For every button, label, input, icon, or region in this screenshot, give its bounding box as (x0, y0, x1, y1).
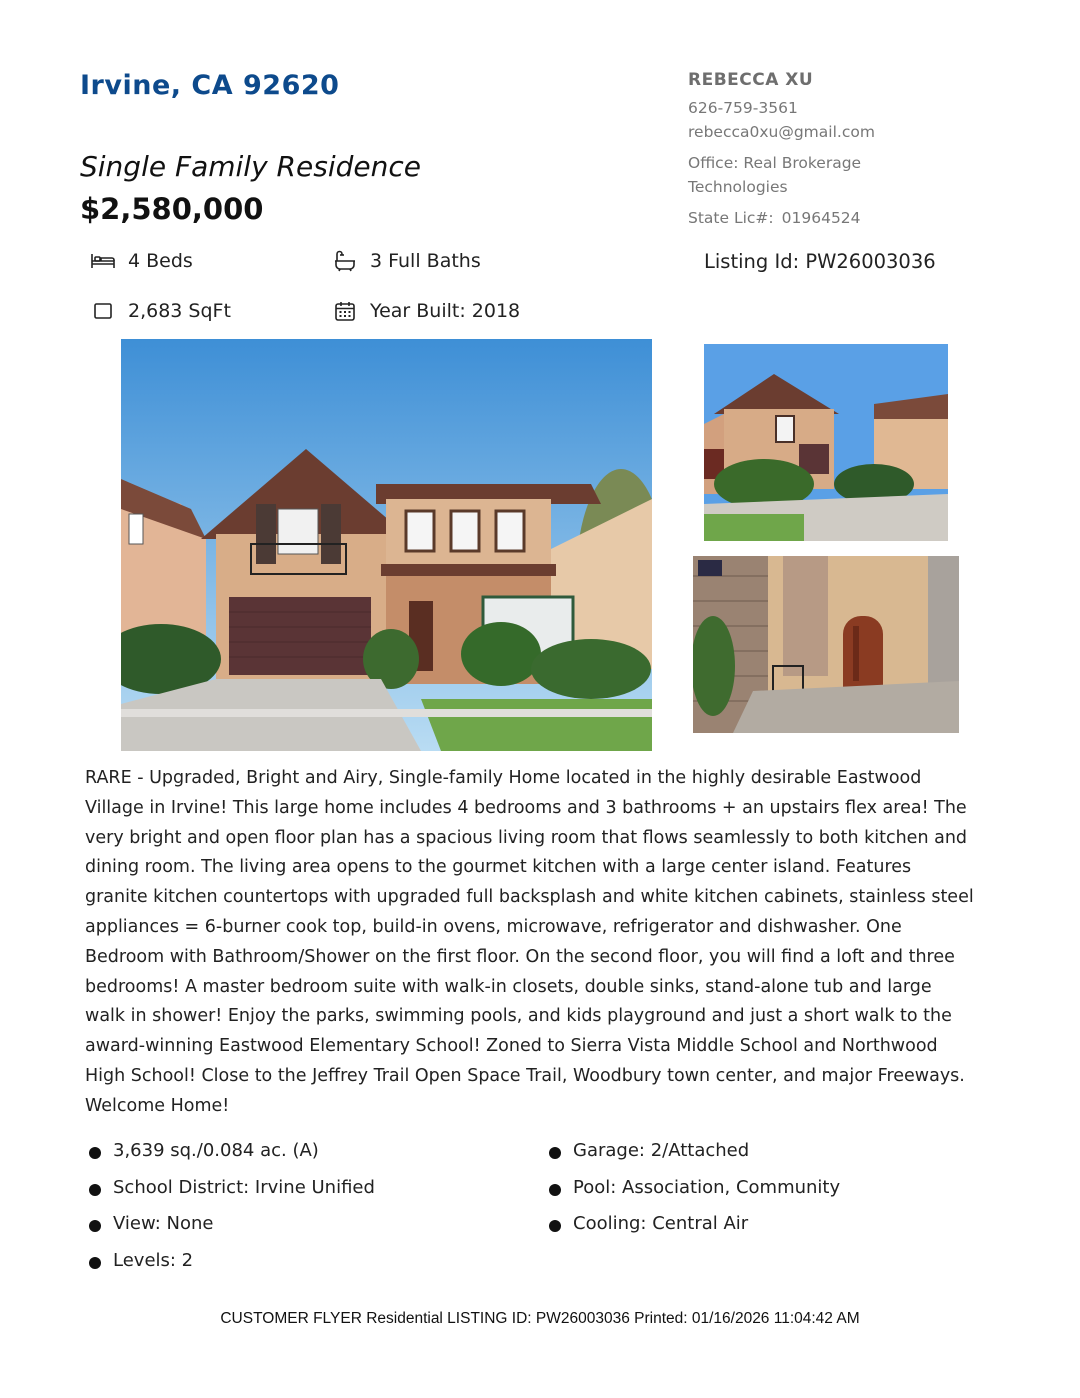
sqft-label: 2,683 SqFt (128, 300, 231, 322)
property-location: Irvine, CA 92620 (80, 70, 340, 101)
exterior-photo (704, 344, 948, 541)
list-item: 3,639 sq./0.084 ac. (A) (87, 1140, 375, 1177)
license-label: State Lic#: (688, 209, 774, 227)
agent-phone[interactable]: 626-759-3561 (688, 99, 798, 117)
list-item: View: None (87, 1213, 375, 1250)
main-house-photo (121, 339, 652, 751)
year-built-label: Year Built: 2018 (370, 300, 521, 322)
list-item: School District: Irvine Unified (87, 1177, 375, 1214)
fact-baths (332, 250, 481, 272)
agent-license (688, 206, 988, 230)
list-item: Cooling: Central Air (547, 1213, 840, 1250)
list-item: Garage: 2/Attached (547, 1140, 840, 1177)
agent-name: REBECCA XU (688, 70, 814, 90)
features-list-right (547, 1140, 840, 1250)
bathtub-icon (332, 250, 358, 272)
baths-label: 3 Full Baths (370, 250, 481, 272)
square-icon (90, 300, 116, 322)
calendar-icon (332, 300, 358, 322)
agent-info (688, 68, 988, 230)
agent-office: Office: Real Brokerage (688, 154, 862, 172)
license-number: 01964524 (781, 209, 861, 227)
fact-beds (90, 250, 193, 272)
beds-label: 4 Beds (128, 250, 193, 272)
bed-icon (90, 250, 116, 272)
print-footer: CUSTOMER FLYER Residential LISTING ID: PW26003036 Printed: 01/16/2026 11:04:42 AM (220, 1310, 860, 1327)
list-item: Levels: 2 (87, 1250, 375, 1287)
list-item: Pool: Association, Community (547, 1177, 840, 1214)
property-price: $2,580,000 (80, 192, 264, 226)
entry-photo (693, 556, 959, 733)
listing-id: Listing Id: PW26003036 (704, 250, 936, 273)
agent-email[interactable]: rebecca0xu@gmail.com (688, 123, 875, 141)
property-type: Single Family Residence (80, 150, 421, 183)
features-list-left (87, 1140, 375, 1286)
listing-description: RARE - Upgraded, Bright and Airy, Single-family Home located in the highly desirable Eastwood Village in Irvine! This large home includes 4 bedrooms and 3 bathrooms + an upstairs flex area! The very bright and open floor plan has a spacious living room that flows seamlessly to both kitchen and dining room. The living area opens to the gourmet kitchen with a large center island. Features granite kitchen countertops with upgraded full backsplash and white kitchen cabinets, stainless steel appliances = 6-burner cook top, build-in ovens, microwave, refrigerator and dishwasher. One Bedroom with Bathroom/Shower on the first floor. On the second floor, you will find a loft and three bedrooms! A master bedroom suite with walk-in closets, double sinks, stand-alone tub and large walk in shower! Enjoy the parks, swimming pools, and kids playground and just a short walk to the award-winning Eastwood Elementary School! Zoned to Sierra Vista Middle School and Northwood High School! Close to the Jeffrey Trail Open Space Trail, Woodbury town center, and major Freeways. Welcome Home! (85, 768, 974, 1116)
fact-year-built (332, 300, 520, 322)
agent-office-cont: Technologies (688, 178, 788, 196)
fact-sqft (90, 300, 231, 322)
